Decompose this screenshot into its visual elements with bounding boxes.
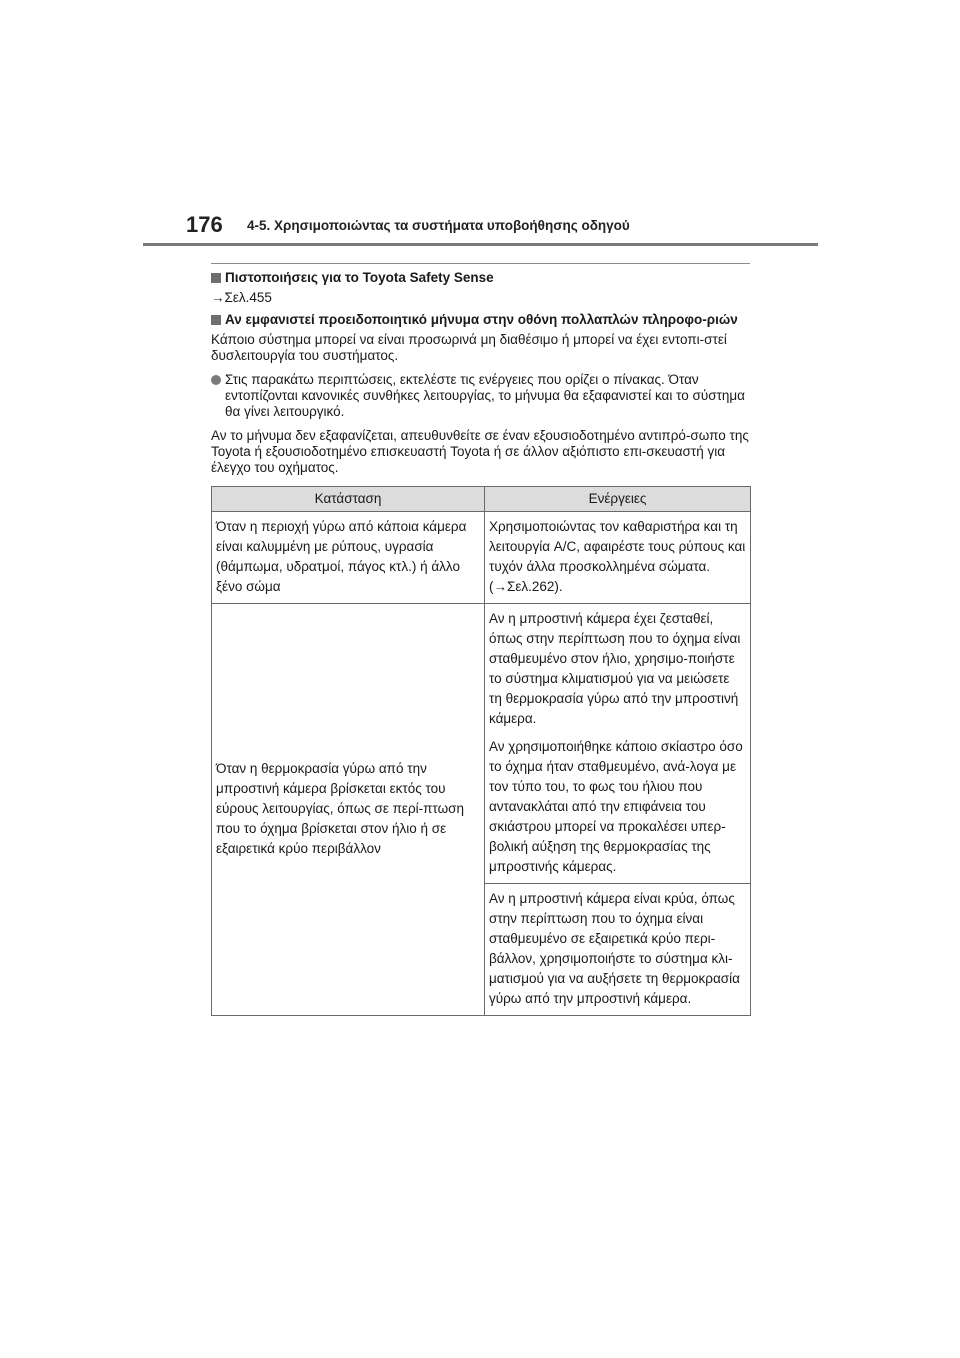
square-bullet-icon bbox=[211, 315, 221, 325]
header-divider bbox=[143, 243, 818, 246]
page-reference-text: Σελ.455 bbox=[224, 290, 272, 305]
action-cell: Αν η μπροστινή κάμερα είναι κρύα, όπως στην περίπτωση που το όχημα είναι σταθμευμένο σε εξαιρετικά κρύο περι-βάλλον, χρησιμοποιήστε το σύστημα κλι-ματισμού για να αυξήσετε τη θερμοκρασία γύρω από την μπροστινή κάμερα. bbox=[485, 884, 751, 1016]
section-heading-certifications bbox=[211, 270, 750, 286]
column-header-condition: Κατάσταση bbox=[212, 487, 485, 512]
section-heading-text: Πιστοποιήσεις για το Toyota Safety Sense bbox=[225, 270, 494, 285]
section-divider bbox=[211, 263, 750, 264]
arrow-right-icon: → bbox=[493, 579, 507, 594]
action-paragraph: Αν η μπροστινή κάμερα έχει ζεσταθεί, όπως στην περίπτωση που το όχημα είναι σταθμευμένο στον ήλιο, χρησιμο-ποιήστε το σύστημα κλιματισμού για να μειώσετε τη θερμοκρασία γύρω από την μπροστινή κάμερα. bbox=[489, 611, 741, 726]
conditions-table bbox=[211, 486, 751, 1016]
action-cell bbox=[485, 512, 751, 604]
condition-cell: Όταν η περιοχή γύρω από κάποια κάμερα είναι καλυμμένη με ρύπους, υγρασία (θάμπωμα, υδρατμοί, πάγος κτλ.) ή άλλο ξένο σώμα bbox=[212, 512, 485, 604]
section-heading-text: Αν εμφανιστεί προειδοποιητικό μήνυμα στην οθόνη πολλαπλών πληροφο-ριών bbox=[225, 312, 738, 327]
circle-bullet-icon bbox=[211, 375, 221, 385]
page-header bbox=[0, 0, 960, 250]
paragraph-system-unavailable: Κάποιο σύστημα μπορεί να είναι προσωρινά μη διαθέσιμο ή μπορεί να έχει εντοπι-στεί δυσλειτουργία του συστήματος. bbox=[211, 332, 727, 363]
bullet-item bbox=[211, 372, 750, 420]
table-row bbox=[212, 604, 751, 884]
arrow-right-icon: → bbox=[211, 290, 225, 305]
column-header-actions: Ενέργειες bbox=[485, 487, 751, 512]
action-paragraph: Αν χρησιμοποιήθηκε κάποιο σκίαστρο όσο το όχημα ήταν σταθμευμένο, ανά-λογα με τον τύπο του, το φως του ήλιου που αντανακλάται από την επιφάνεια του σκιάστρου μπορεί να προκαλέσει υπερ-βολική αύξηση της θερμοκρασίας της μπροστινής κάμερας. bbox=[489, 739, 743, 874]
table-row bbox=[212, 512, 751, 604]
square-bullet-icon bbox=[211, 273, 221, 283]
action-cell bbox=[485, 604, 751, 884]
section-heading-warning-message bbox=[211, 312, 750, 328]
page-reference[interactable] bbox=[211, 290, 750, 306]
page-number: 176 bbox=[186, 212, 223, 237]
bullet-text: Στις παρακάτω περιπτώσεις, εκτελέστε τις ενέργειες που ορίζει ο πίνακας. Όταν εντοπίζονται κανονικές συνθήκες λειτουργίας, το μήνυμα θα εξαφανιστεί και το σύστημα θα γίνει λειτουργικό. bbox=[225, 372, 745, 419]
action-text-suffix: ). bbox=[554, 579, 563, 594]
page-reference-link[interactable]: Σελ.262 bbox=[507, 579, 555, 594]
table-header-row bbox=[212, 487, 751, 512]
action-text: Χρησιμοποιώντας τον καθαριστήρα και τη λειτουργία A/C, αφαιρέστε τους ρύπους και τυχόν άλλα προσκολλημένα σώματα. ( bbox=[489, 519, 746, 594]
page-content bbox=[211, 263, 750, 1016]
condition-cell: Όταν η θερμοκρασία γύρω από την μπροστινή κάμερα βρίσκεται εκτός του εύρους λειτουργίας, όπως σε περί-πτωση που το όχημα βρίσκεται στον ήλιο ή σε εξαιρετικά κρύο περιβάλλον bbox=[212, 604, 485, 1016]
chapter-title: 4-5. Χρησιμοποιώντας τα συστήματα υποβοήθησης οδηγού bbox=[247, 218, 630, 233]
paragraph-contact-dealer: Αν το μήνυμα δεν εξαφανίζεται, απευθυνθείτε σε έναν εξουσιοδοτημένο αντιπρό-σωπο της Toyota ή εξουσιοδοτημένο επισκευαστή Toyota ή σε άλλον αξιόπιστο επι-σκευαστή για έλεγχο του οχήματος. bbox=[211, 428, 749, 475]
